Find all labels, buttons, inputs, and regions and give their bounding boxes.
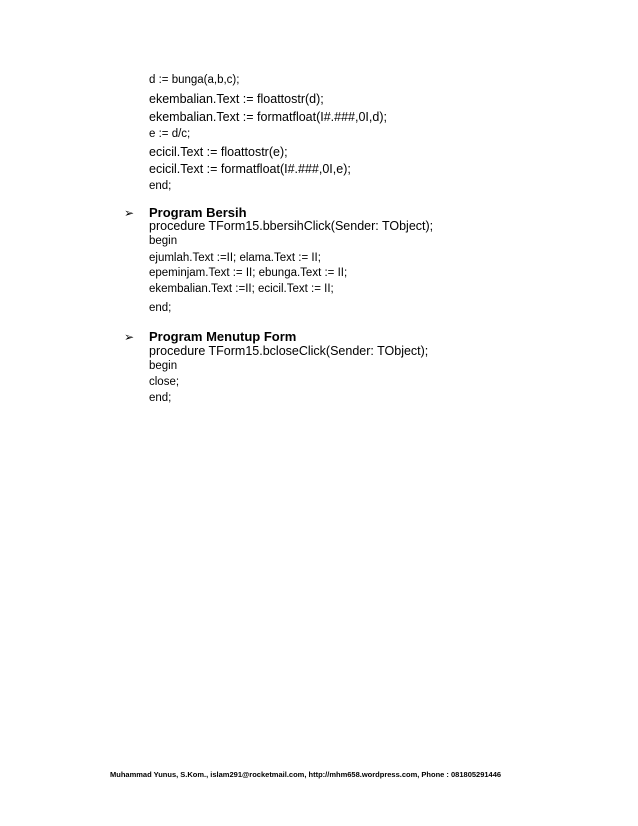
section-heading-menutup: Program Menutup Form bbox=[149, 329, 297, 344]
code-line: ekembalian.Text := floattostr(d); bbox=[149, 92, 324, 106]
code-line: end; bbox=[149, 180, 172, 192]
code-line: begin bbox=[149, 235, 178, 247]
code-line: end; bbox=[149, 302, 172, 314]
code-line: ecicil.Text := floattostr(e); bbox=[149, 145, 288, 159]
code-line: procedure TForm15.bbersihClick(Sender: TObject); bbox=[149, 219, 434, 233]
code-line: e := d/c; bbox=[149, 128, 191, 140]
code-line: end; bbox=[149, 392, 172, 404]
code-line: ekembalian.Text :=II; ecicil.Text := II; bbox=[149, 283, 334, 295]
code-line: ecicil.Text := formatfloat(I#.###,0I,e); bbox=[149, 162, 351, 176]
code-line: epeminjam.Text := II; ebunga.Text := II; bbox=[149, 267, 348, 279]
arrow-bullet-icon: ➢ bbox=[124, 330, 135, 344]
code-line: ekembalian.Text := formatfloat(I#.###,0I,d); bbox=[149, 110, 387, 124]
code-line: procedure TForm15.bcloseClick(Sender: TObject); bbox=[149, 344, 429, 358]
page-footer: Muhammad Yunus, S.Kom., islam291@rocketmail.com, http://mhm658.wordpress.com, Phone : 081805291446 bbox=[110, 770, 502, 779]
code-line: begin bbox=[149, 360, 178, 372]
code-line: close; bbox=[149, 376, 180, 388]
code-line: ejumlah.Text :=II; elama.Text := II; bbox=[149, 252, 321, 264]
code-line: d := bunga(a,b,c); bbox=[149, 74, 240, 86]
arrow-bullet-icon: ➢ bbox=[124, 206, 135, 220]
section-heading-bersih: Program Bersih bbox=[149, 205, 247, 220]
